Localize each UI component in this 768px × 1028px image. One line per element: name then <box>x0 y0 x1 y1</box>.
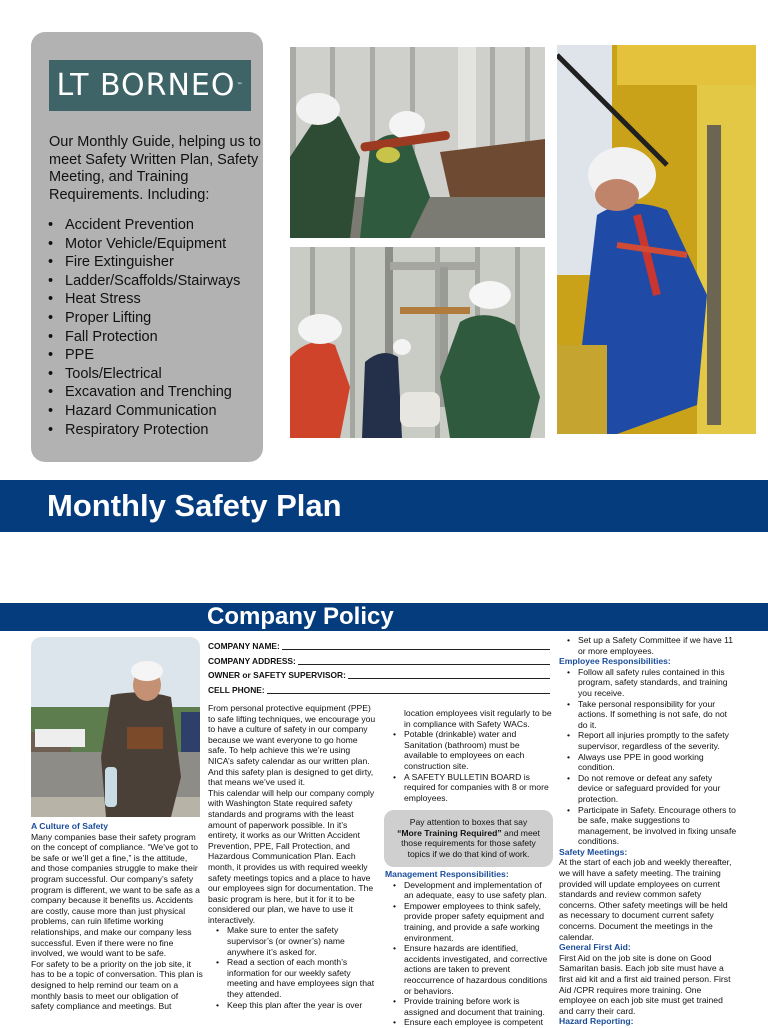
topic-item: • Fall Protection <box>47 328 240 347</box>
employee-bullet: • Report all injuries promptly to the safety supervisor, regardless of the severity. <box>559 730 737 751</box>
title-band <box>0 480 768 532</box>
callout-text: Pay attention to boxes that say <box>409 817 528 827</box>
topic-item: • Fire Extinguisher <box>47 253 240 272</box>
topic-item: • Accident Prevention <box>47 216 240 235</box>
topic-item: • Heat Stress <box>47 290 240 309</box>
employee-bullet: • Always use PPE in good working condition. <box>559 752 737 773</box>
company-address-row <box>208 656 550 671</box>
logo-trademark: ™ <box>236 82 244 89</box>
company-logo <box>49 60 251 111</box>
meetings-heading: Safety Meetings: <box>559 846 628 857</box>
committee-bullets <box>559 635 737 656</box>
plan-bullet: • Keep this plan after the year is over <box>208 1000 376 1011</box>
company-info-form <box>208 641 550 699</box>
page-title: Monthly Safety Plan <box>47 488 342 523</box>
requirement-bullet: • A SAFETY BULLETIN BOARD is required for companies with 8 or more employees. <box>385 772 553 804</box>
plan-intro-section <box>208 703 376 1010</box>
management-bullet: • Ensure hazards are identified, accidents investigated, and corrective actions are taken to prevent reoccurrence of hazardous conditions or behaviors. <box>385 943 553 996</box>
employee-bullets <box>559 667 737 847</box>
topic-item: • Ladder/Scaffolds/Stairways <box>47 272 240 291</box>
intro-card <box>31 32 263 462</box>
intro-text: Our Monthly Guide, helping us to meet Safety Written Plan, Safety Meeting, and Training Requirements. Including: <box>49 134 261 203</box>
employee-bullet: • Take personal responsibility for your actions. If something is not safe, do not do it. <box>559 699 737 731</box>
first-aid-heading: General First Aid: <box>559 942 631 953</box>
topic-list <box>47 216 240 439</box>
photo-workers-valves <box>290 247 545 438</box>
culture-section <box>31 821 203 1012</box>
employee-bullet: • Participate in Safety. Encourage others to be safe, make suggestions to management, be involved in fixing unsafe conditions. <box>559 805 737 847</box>
company-name-field[interactable] <box>282 641 550 650</box>
responsibilities-section <box>559 635 737 1027</box>
employee-heading: Employee Responsibilities: <box>559 656 671 667</box>
photo-workers-pipe <box>290 47 545 238</box>
topic-item: • Excavation and Trenching <box>47 383 240 402</box>
topic-item: • PPE <box>47 346 240 365</box>
topic-item: • Proper Lifting <box>47 309 240 328</box>
management-bullet: • Ensure each employee is competent <box>385 1017 553 1028</box>
topic-item: • Tools/Electrical <box>47 365 240 384</box>
owner-label: OWNER or SAFETY SUPERVISOR: <box>208 670 346 681</box>
plan-bullets <box>208 925 376 1010</box>
callout-emphasis: “More Training Required” <box>397 827 502 838</box>
plan-bullet: • Read a section of each month’s information for our weekly safety meeting and have employees sign that they attended. <box>208 957 376 999</box>
policy-band <box>0 603 768 631</box>
first-aid-text: First Aid on the job site is done on Good Samaritan basis. Each job site must have a first aid kit and a first aid trained person. First Aid /CPR requires more training. One employee on each job site must get trained and carry their card. <box>559 952 731 1016</box>
requirement-bullet: • Potable (drinkable) water and Sanitation (bathroom) must be available to employees on each construction site. <box>385 729 553 771</box>
owner-row <box>208 670 550 685</box>
meetings-text: At the start of each job and weekly thereafter, we will have a safety meeting. The training provided will update employees on current standards and review common safety concerns. Other safety meetings will be held as necessary to document current safety concerns. Document the meetings in the calendar. <box>559 857 732 942</box>
employee-bullet: • Follow all safety rules contained in this program, safety standards, and training you receive. <box>559 667 737 699</box>
company-address-label: COMPANY ADDRESS: <box>208 655 296 666</box>
culture-paragraph: For safety to be a priority on the job site, it has to be a topic of conversation. This plan is designed to help remind our team on a monthly basis to meet our obligation of safety compliance and meetings. But <box>31 958 203 1012</box>
topic-item: • Motor Vehicle/Equipment <box>47 235 240 254</box>
employee-bullet: • Do not remove or defeat any safety device or safeguard provided for your protection. <box>559 773 737 805</box>
management-bullets <box>385 880 553 1028</box>
hazard-heading: Hazard Reporting: <box>559 1016 634 1027</box>
plan-paragraph: From personal protective equipment (PPE) to safe lifting techniques, we encourage you to have a culture of safety in our company because we want everyone to go home safe. To help achieve this we’re using NICA’s safety calendar as our written plan. And this safety plan is designed to get dirty, that means we’ve used it. <box>208 703 376 788</box>
cell-phone-label: CELL PHONE: <box>208 684 265 695</box>
management-bullet: • Development and implementation of an adequate, easy to use safety plan. <box>385 880 553 901</box>
requirements-section <box>385 708 553 803</box>
section-title: Company Policy <box>207 603 394 630</box>
management-bullet: • Provide training before work is assigned and document that training. <box>385 996 553 1017</box>
management-section <box>385 869 553 1028</box>
plan-bullet: • Make sure to enter the safety supervisor’s (or owner’s) name anywhere it’s asked for. <box>208 925 376 957</box>
logo-text: LT BORNEO <box>56 68 236 103</box>
continued-text: location employees visit regularly to be in compliance with Safety WACs. <box>404 708 552 729</box>
culture-heading: A Culture of Safety <box>31 821 109 831</box>
topic-item: • Hazard Communication <box>47 402 240 421</box>
owner-field[interactable] <box>348 670 550 679</box>
callout-text-post: and meet those requirements for those safety topics if we do that kind of work. <box>401 827 540 859</box>
topic-item: • Respiratory Protection <box>47 421 240 440</box>
photo-supervisor <box>31 637 200 817</box>
culture-paragraph: Many companies base their safety program on the concept of compliance. “We’ve got to be safe or we’ll get a fine,” is the attitude, and those companies struggle to make their program successful. Our company’s safety program is different, we want to be safe as a company because it benefits us. Accidents are costly, cause more than just physical problems, can ruin lifetime working relationships, and make our company less successful. Even if there were no fine involved, we would want to be safe. <box>31 831 200 959</box>
company-name-row <box>208 641 550 656</box>
management-bullet: • Empower employees to think safely, provide proper safety equipment and training, and provide a safe working environment. <box>385 901 553 943</box>
plan-paragraph: This calendar will help our company comply with Washington State required safety standards and programs with the least amount of paperwork possible. In it’s entirety, it works as our Written Accident Prevention, PPE, Fall Protection, and Hazardous Communication Plan. Each month, it provides us with required weekly safety meetings topics and a place to have our employees sign for documentation. The basic program is here, but it for it to be considered our plan, we have to use it interactively. <box>208 787 375 925</box>
cell-phone-row <box>208 685 550 700</box>
cell-phone-field[interactable] <box>267 685 550 694</box>
requirement-bullets <box>385 729 553 803</box>
committee-bullet: • Set up a Safety Committee if we have 11 or more employees. <box>559 635 737 656</box>
company-address-field[interactable] <box>298 656 550 665</box>
management-heading: Management Responsibilities: <box>385 869 509 879</box>
training-callout <box>384 810 553 867</box>
photo-worker-harness <box>557 45 756 434</box>
company-name-label: COMPANY NAME: <box>208 641 280 651</box>
